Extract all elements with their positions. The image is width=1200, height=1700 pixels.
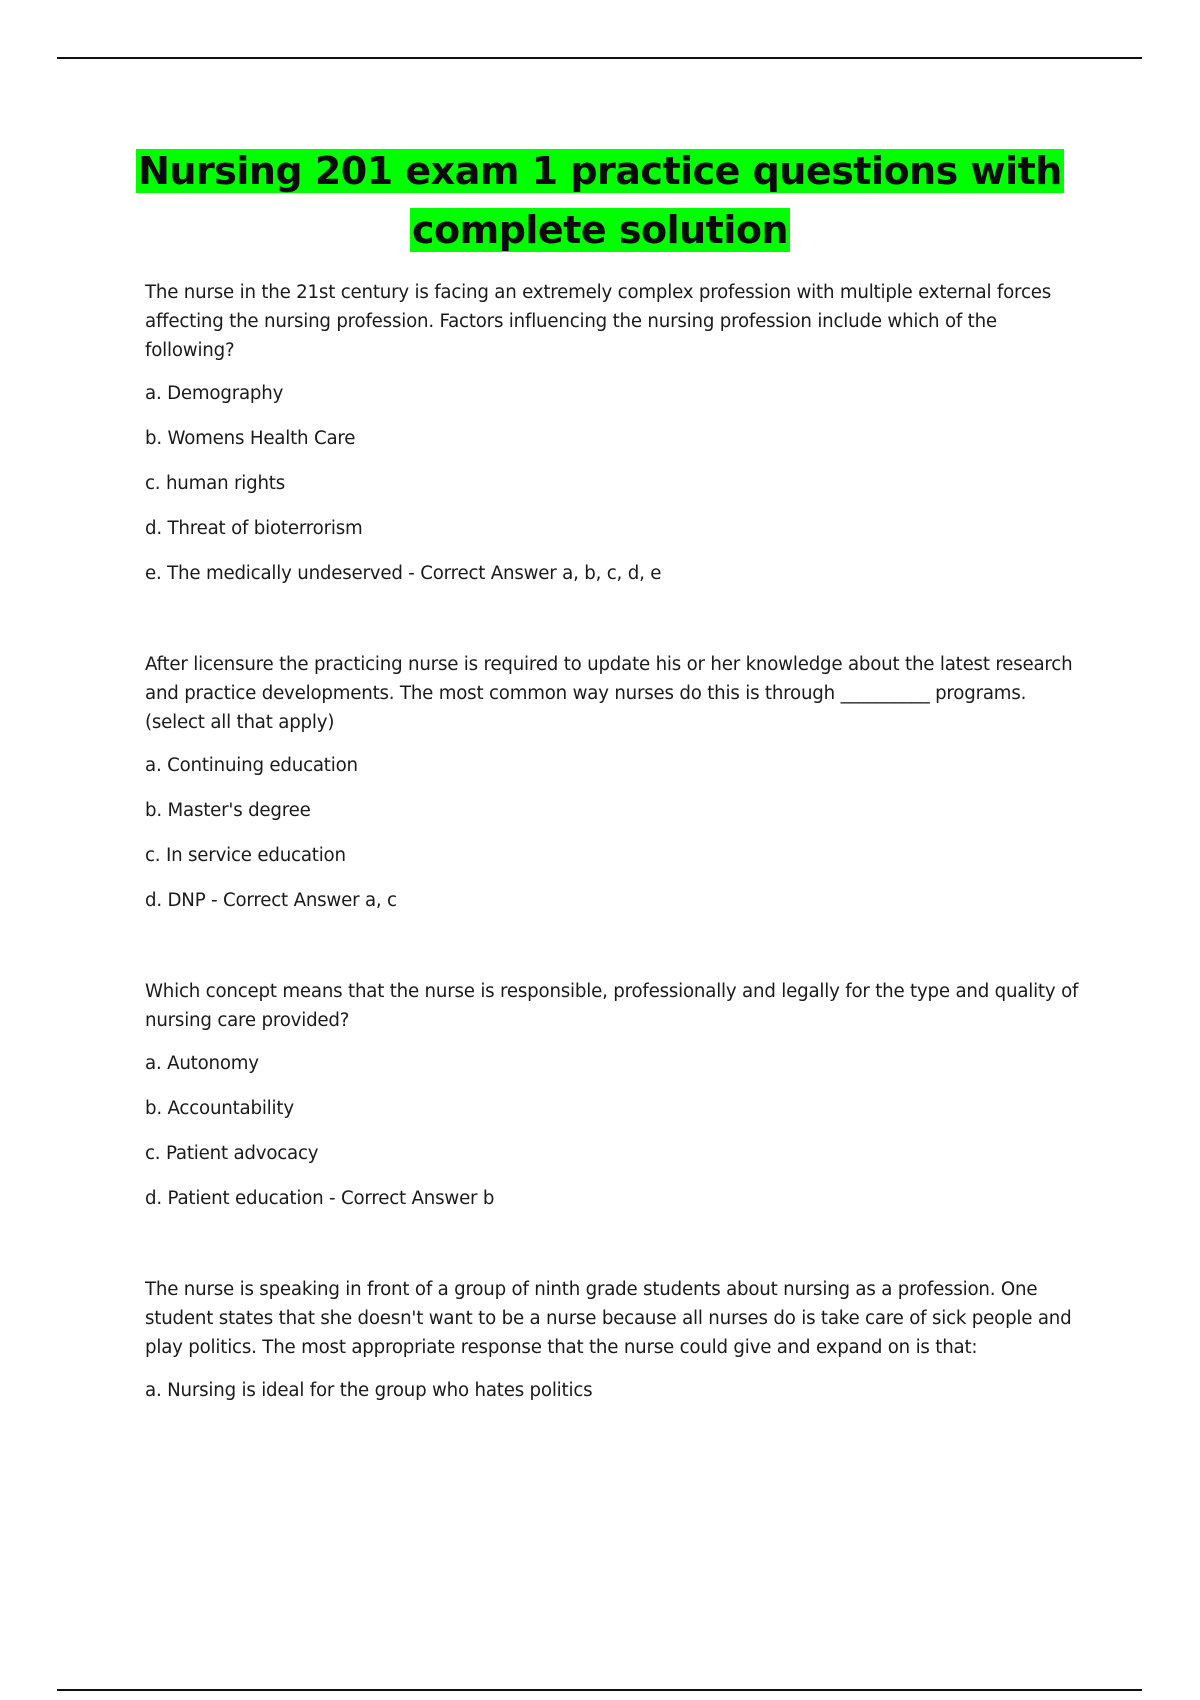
- question-1: [145, 278, 1085, 588]
- question-3: [145, 977, 1085, 1213]
- question-text: The nurse is speaking in front of a group of ninth grade students about nursing as a profession. One student states that she doesn't want to be a nurse because all nurses do is take care of sick people and play politics. The most appropriate response that the nurse could give and expand on is that:: [145, 1279, 1072, 1358]
- option: a. Continuing education: [145, 755, 358, 776]
- question-spacer: [145, 1229, 1085, 1275]
- footer-rule: [57, 1689, 1142, 1691]
- option-answer: d. DNP - Correct Answer a, c: [145, 890, 397, 911]
- option: b. Womens Health Care: [145, 428, 356, 449]
- option: b. Master's degree: [145, 800, 311, 821]
- option: c. human rights: [145, 473, 285, 494]
- page-title: [0, 142, 1200, 260]
- header-rule: [57, 57, 1142, 59]
- option: c. Patient advocacy: [145, 1143, 319, 1164]
- option-answer: e. The medically undeserved - Correct Answer a, b, c, d, e: [145, 563, 662, 584]
- option: b. Accountability: [145, 1098, 294, 1119]
- title-line-1: Nursing 201 exam 1 practice questions with: [138, 149, 1062, 193]
- option: a. Nursing is ideal for the group who hates politics: [145, 1380, 593, 1401]
- questions-list: [145, 278, 1085, 1421]
- question-spacer: [145, 604, 1085, 650]
- question-text: The nurse in the 21st century is facing an extremely complex profession with multiple external forces affecting the nursing profession. Factors influencing the nursing profession include which of the following?: [145, 282, 1052, 361]
- option: a. Demography: [145, 383, 284, 404]
- option: a. Autonomy: [145, 1053, 259, 1074]
- question-2: [145, 650, 1085, 915]
- question-spacer: [145, 931, 1085, 977]
- option: c. In service education: [145, 845, 346, 866]
- option-answer: d. Patient education - Correct Answer b: [145, 1188, 495, 1209]
- option: d. Threat of bioterrorism: [145, 518, 363, 539]
- question-text: After licensure the practicing nurse is required to update his or her knowledge about the latest research and practice developments. The most common way nurses do this is through __________ programs. (select all that apply): [145, 654, 1073, 733]
- title-line-2: complete solution: [411, 208, 789, 252]
- question-4: [145, 1275, 1085, 1405]
- question-text: Which concept means that the nurse is responsible, professionally and legally for the type and quality of nursing care provided?: [145, 981, 1079, 1031]
